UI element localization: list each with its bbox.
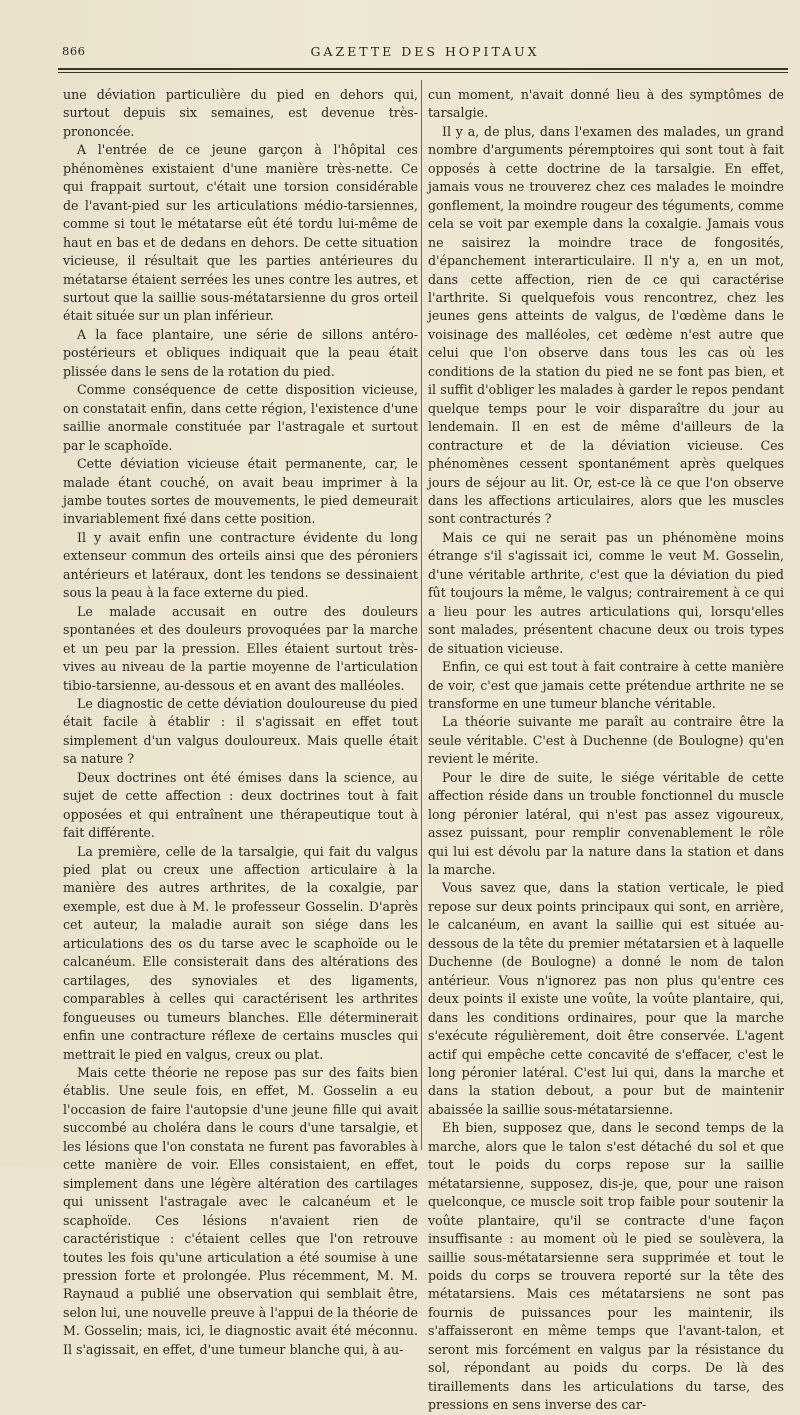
paragraph: Cette déviation vicieuse était permanente, car, le malade étant couché, on avait beau imprimer à la jambe toutes sortes de mouvements, le pied demeurait invariablement fixé dans cette position.	[63, 456, 418, 527]
running-title: GAZETTE DES HOPITAUX	[310, 44, 540, 59]
paragraph: Vous savez que, dans la station verticale, le pied repose sur deux points principaux qui sont, en arrière, le calcanéum, en avant la saillie qui est située au-dessous de la tête du premier métatarsien et à laquelle Duchenne (de Boulogne) a donné le nom de talon antérieur. Vous n'ignorez pas non plus qu'entre ces deux points il existe une voûte, la voûte plantaire, qui, dans les conditions ordinaires, pour que la marche s'exécute régulièrement, doit être conservée. L'agent actif qui empêche cette concavité de s'effacer, c'est le long péronier latéral. C'est lui qui, dans la marche et dans la station debout, a pour but de maintenir abaissée la saillie sous-métatarsienne.	[428, 880, 784, 1117]
paragraph: Il y a, de plus, dans l'examen des malades, un grand nombre d'arguments péremptoires qui sont tout à fait opposés à cette doctrine de la tarsalgie. En effet, jamais vous ne trouverez chez ces malades le moindre gonflement, la moindre rougeur des téguments, comme cela se voit par exemple dans la coxalgie. Jamais vous ne saisirez la moindre trace de fongosités, d'épanchement interarticulaire. Il n'y a, en un mot, dans cette affection, rien de ce qui caractérise l'arthrite. Si quelquefois vous rencontrez, chez les jeunes gens atteints de valgus, de l'œdème dans le voisinage des malléoles, cet œdème n'est autre que celui que l'on observe dans tous les cas où les conditions de la station du pied ne se font pas bien, et il suffit d'obliger les malades à garder le repos pendant quelque temps pour le voir disparaître du jour au lendemain. Il en est de même d'ailleurs de la contracture et de la déviation vicieuse. Ces phénomènes cessent spontanément après quelques jours de séjour au lit. Or, est-ce là ce que l'on observe dans les affections articulaires, alors que les muscles sont contracturés ?	[428, 123, 784, 527]
page-number: 866	[62, 44, 86, 58]
paragraph: Comme conséquence de cette disposition vicieuse, on constatait enfin, dans cette région, l'existence d'une saillie anormale constituée par l'astragale et surtout par le scaphoïde.	[63, 382, 418, 453]
left-column	[63, 86, 418, 1357]
paragraph: Pour le dire de suite, le siége véritable de cette affection réside dans un trouble fonctionnel du muscle long péronier latéral, qui n'est pas assez vigoureux, assez puissant, pour remplir convenablement le rôle qui lui est dévolu par la nature dans la station et dans la marche.	[428, 769, 784, 878]
paragraph: Mais cette théorie ne repose pas sur des faits bien établis. Une seule fois, en effet, M. Gosselin a eu l'occasion de faire l'autopsie d'une jeune fille qui avait succombé au choléra dans le cours d'une tarsalgie, et les lésions que l'on constata ne furent pas favorables à cette manière de voir. Elles consistaient, en effet, simplement dans une légère altération des cartilages qui unissent l'astragale avec le calcanéum et le scaphoïde. Ces lésions n'avaient rien de caractéristique : c'étaient celles que l'on retrouve toutes les fois qu'une articulation a été soumise à une pression forte et prolongée. Plus récemment, M. M. Raynaud a publié une observation qui semblait être, selon lui, une nouvelle preuve à l'appui de la théorie de M. Gosselin; mais, ici, le diagnostic avait été méconnu. Il s'agissait, en effet, d'une tumeur blanche qui, à au-	[63, 1065, 418, 1357]
paragraph: A l'entrée de ce jeune garçon à l'hôpital ces phénomènes existaient d'une manière très-nette. Ce qui frappait surtout, c'était une torsion considérable de l'avant-pied sur les articulations médio-tarsiennes, comme si tout le métatarse eût été tordu lui-même de haut en bas et de dedans en dehors. De cette situation vicieuse, il résultait que les parties antérieures du métatarse étaient serrées les unes contre les autres, et surtout que la saillie sous-métatarsienne du gros orteil était située sur un plan inférieur.	[63, 142, 418, 324]
right-column	[428, 86, 784, 1413]
paragraph: une déviation particulière du pied en dehors qui, surtout depuis six semaines, est devenue très-prononcée.	[63, 87, 418, 139]
paragraph: Le diagnostic de cette déviation douloureuse du pied était facile à établir : il s'agissait en effet tout simplement d'un valgus douloureux. Mais quelle était sa nature ?	[63, 695, 418, 767]
column-divider	[421, 80, 422, 1150]
paragraph: La première, celle de la tarsalgie, qui fait du valgus pied plat ou creux une affection articulaire à la manière des autres arthrites, de la coxalgie, par exemple, est due à M. le professeur Gosselin. D'après cet auteur, la maladie aurait son siége dans les articulations des os du tarse avec le scaphoïde ou le calcanéum. Elle consisterait dans des altérations des cartilages, des synoviales et des ligaments, comparables à celles qui caractérisent les arthrites fongueuses ou tumeurs blanches. Elle déterminerait enfin une contracture réflexe de certains muscles qui mettrait le pied en valgus, creux ou plat.	[63, 843, 418, 1062]
header-rule-thin	[58, 72, 788, 73]
paragraph: cun moment, n'avait donné lieu à des symptômes de tarsalgie.	[428, 87, 784, 121]
paragraph: Eh bien, supposez que, dans le second temps de la marche, alors que le talon s'est détaché du sol et que tout le poids du corps repose sur la saillie métatarsienne, supposez, dis-je, que, pour une raison quelconque, ce muscle soit trop faible pour soutenir la voûte plantaire, qu'il se contracte d'une façon insuffisante : au moment où le pied se soulèvera, la saillie sous-métatarsienne sera supprimée et tout le poids du corps se trouvera reporté sur la tête des métatarsiens. Mais ces métatarsiens ne sont pas fournis de puissances pour les maintenir, ils s'affaisseront en même temps que l'avant-talon, et seront mis forcément en valgus par la résistance du sol, répondant au poids du corps. De là des tiraillements dans les articulations du tarse, des pressions en sens inverse des car-	[428, 1120, 784, 1413]
paragraph: A la face plantaire, une série de sillons antéro-postérieurs et obliques indiquait que la peau était plissée dans le sens de la rotation du pied.	[63, 326, 418, 379]
paragraph: Il y avait enfin une contracture évidente du long extenseur commun des orteils ainsi que des péroniers antérieurs et latéraux, dont les tendons se dessinaient sous la peau à la face externe du pied.	[63, 529, 418, 601]
paragraph: Enfin, ce qui est tout à fait contraire à cette manière de voir, c'est que jamais cette prétendue arthrite ne se transforme en une tumeur blanche véritable.	[428, 659, 784, 711]
header-rule	[58, 68, 788, 70]
paragraph: La théorie suivante me paraît au contraire être la seule véritable. C'est à Duchenne (de Boulogne) qu'en revient le mérite.	[428, 714, 784, 767]
paragraph: Deux doctrines ont été émises dans la science, au sujet de cette affection : deux doctrines tout à fait opposées et qui entraînent une thérapeutique tout à fait différente.	[63, 769, 418, 841]
page-header	[62, 44, 788, 66]
paragraph: Mais ce qui ne serait pas un phénomène moins étrange s'il s'agissait ici, comme le veut M. Gosselin, d'une véritable arthrite, c'est que la déviation du pied fût toujours la même, le valgus; contrairement à ce qui a lieu pour les autres articulations qui, lorsqu'elles sont malades, présentent chacune deux ou trois types de situation vicieuse.	[428, 529, 784, 656]
paragraph: Le malade accusait en outre des douleurs spontanées et des douleurs provoquées par la marche et un peu par la pression. Elles étaient surtout très-vives au niveau de la partie moyenne de l'articulation tibio-tarsienne, au-dessous et en avant des malléoles.	[63, 603, 418, 693]
